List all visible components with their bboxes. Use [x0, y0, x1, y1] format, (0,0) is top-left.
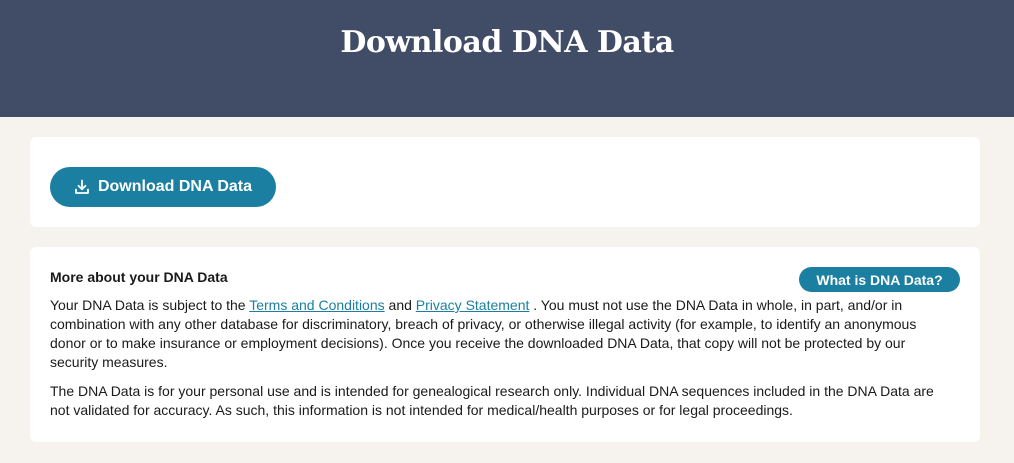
download-card: [30, 137, 980, 227]
page-header: [0, 0, 1014, 117]
para1-before: Your DNA Data is subject to the: [50, 297, 250, 313]
usage-paragraph: The DNA Data is for your personal use and is intended for genealogical research only. Individual DNA sequences included in the DNA Data are not validated for accuracy. As such, this information is not intended for medical/health purposes or for legal proceedings.: [50, 383, 934, 418]
para1-after: . You must not use the DNA Data in whole, in part, and/or in combination with any other database for discriminatory, breach of privacy, or otherwise illegal activity (for example, to identify an anonymous donor or to make insurance or employment decisions). Once you receive the downloaded DNA Data, that copy will not be protected by our security measures.: [50, 297, 917, 370]
terms-paragraph: [50, 296, 955, 372]
download-dna-data-button[interactable]: [50, 167, 276, 207]
what-is-dna-data-button[interactable]: What is DNA Data?: [799, 267, 960, 292]
terms-and-conditions-link[interactable]: Terms and Conditions: [249, 297, 385, 313]
download-button-label: Download DNA Data: [97, 178, 253, 195]
privacy-statement-link[interactable]: Privacy Statement: [415, 297, 530, 313]
info-title: More about your DNA Data: [50, 269, 228, 285]
info-card: [30, 247, 980, 442]
page-title: Download DNA Data: [340, 25, 674, 60]
download-icon: [74, 179, 90, 195]
para1-and: and: [384, 297, 416, 313]
